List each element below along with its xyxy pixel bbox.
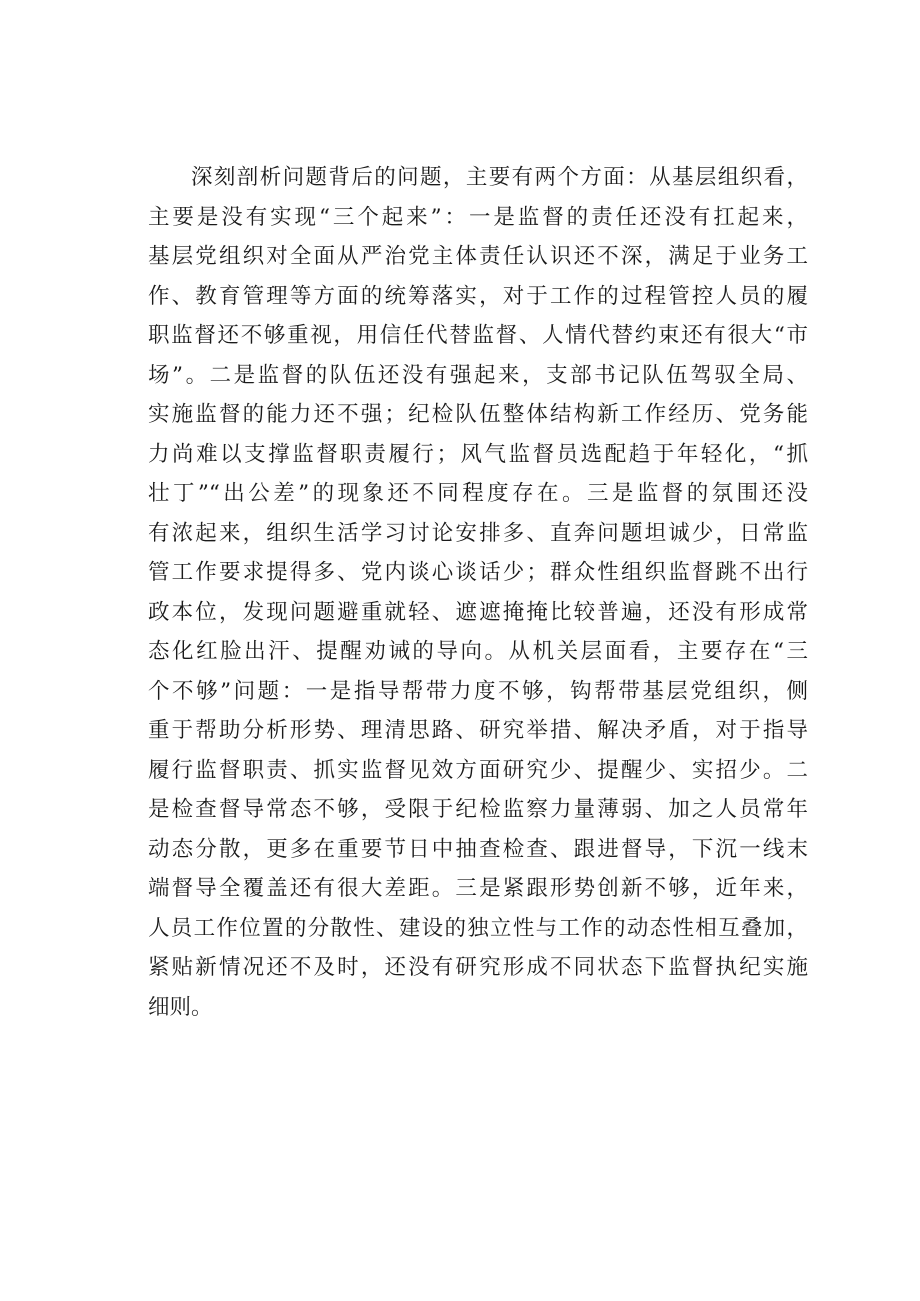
paragraph-line-13: 态化红脸出汗、提醒劝诫的导向。从机关层面看，主要存在“三: [148, 639, 808, 664]
paragraph-line-5: 职监督还不够重视，用信任代替监督、人情代替约束还有很大“市: [148, 323, 808, 348]
paragraph-line-3: 基层党组织对全面从严治党主体责任认识还不深，满足于业务工: [148, 244, 808, 269]
paragraph-line-10: 有浓起来，组织生活学习讨论安排多、直奔问题坦诚少，日常监: [148, 520, 808, 546]
paragraph-line-16: 履行监督职责、抓实监督见效方面研究少、提醒少、实招少。二: [148, 757, 808, 783]
paragraph-line-6: 场”。二是监督的队伍还没有强起来，支部书记队伍驾驭全局、: [148, 362, 808, 388]
paragraph-line-12: 政本位，发现问题避重就轻、遮遮掩掩比较普遍，还没有形成常: [148, 599, 808, 625]
paragraph-line-20: 人员工作位置的分散性、建设的独立性与工作的动态性相互叠加，: [148, 915, 808, 941]
body-paragraph: [148, 158, 808, 1027]
paragraph-line-14: 个不够”问题：一是指导帮带力度不够，钩帮带基层党组织，侧: [148, 678, 808, 704]
paragraph-line-8: 力尚难以支撑监督职责履行；风气监督员选配趋于年轻化，“抓: [148, 441, 808, 467]
paragraph-line-2: 主要是没有实现“三个起来”：一是监督的责任还没有扛起来，: [148, 204, 808, 230]
paragraph-line-7: 实施监督的能力还不强；纪检队伍整体结构新工作经历、党务能: [148, 402, 808, 427]
paragraph-line-19: 端督导全覆盖还有很大差距。三是紧跟形势创新不够，近年来，: [148, 876, 808, 901]
paragraph-line-22: 细则。: [148, 994, 213, 1020]
paragraph-line-21: 紧贴新情况还不及时，还没有研究形成不同状态下监督执纪实施: [148, 955, 808, 980]
paragraph-line-1: 深刻剖析问题背后的问题，主要有两个方面：从基层组织看，: [191, 165, 808, 190]
paragraph-line-18: 动态分散，更多在重要节日中抽查检查、跟进督导，下沉一线末: [148, 836, 808, 862]
paragraph-line-4: 作、教育管理等方面的统筹落实，对于工作的过程管控人员的履: [148, 283, 808, 309]
paragraph-line-11: 管工作要求提得多、党内谈心谈话少；群众性组织监督跳不出行: [148, 560, 808, 585]
paragraph-line-15: 重于帮助分析形势、理清思路、研究举措、解决矛盾，对于指导: [148, 718, 808, 743]
paragraph-line-9: 壮丁”“出公差”的现象还不同程度存在。三是监督的氛围还没: [148, 481, 808, 506]
paragraph-line-17: 是检查督导常态不够，受限于纪检监察力量薄弱、加之人员常年: [148, 797, 808, 822]
